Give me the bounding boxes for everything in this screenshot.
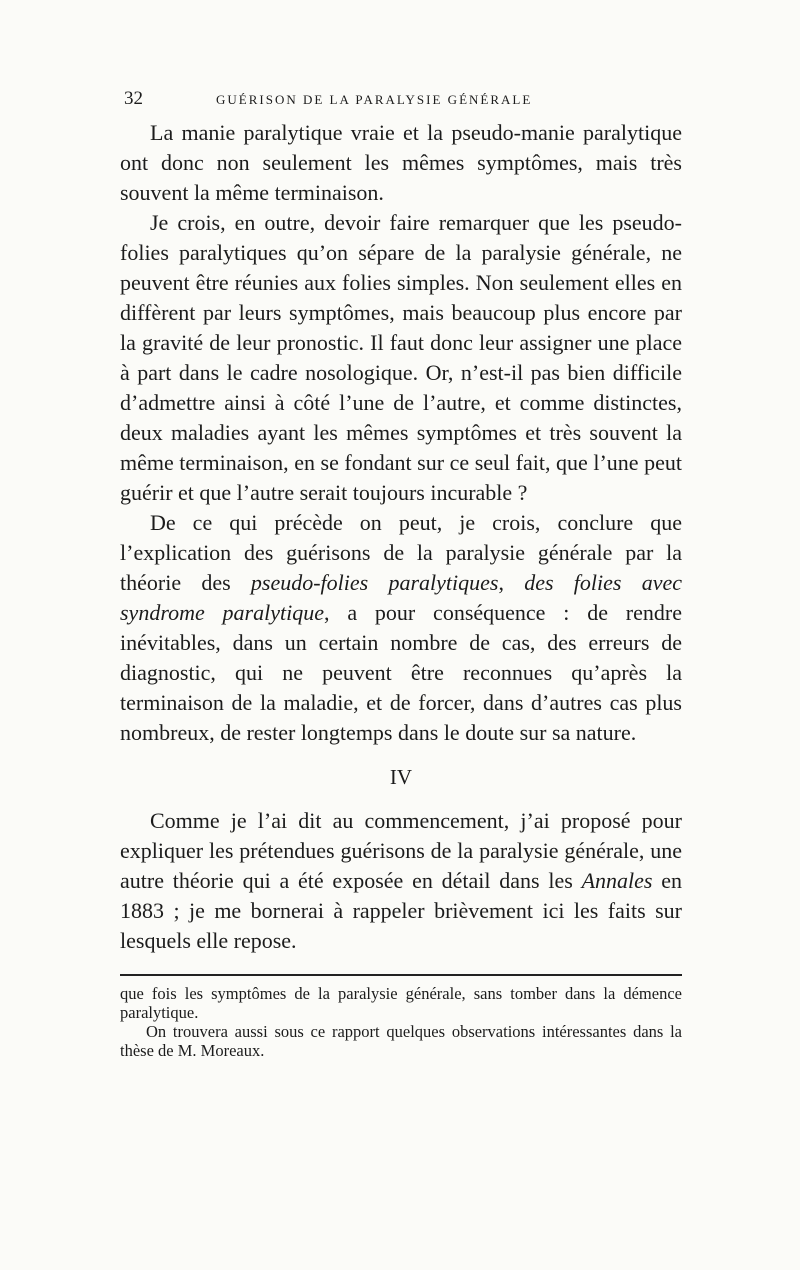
paragraph-2: Je crois, en outre, devoir faire remarquer que les pseudo-folies paralytiques qu’on sépare de la paralysie générale, ne peuvent être réunies aux folies simples. Non seulement elles en diffèrent par leurs symptômes, mais beaucoup plus encore par la gravité de leur pronostic. Il faut donc leur assigner une place à part dans le cadre nosologique. Or, n’est-il pas bien difficile d’admettre ainsi à côté l’une de l’autre, et comme distinctes, deux maladies ayant les mêmes symptômes et très souvent la même terminaison, en se fondant sur ce seul fait, que l’une peut guérir et que l’autre serait toujours incurable ? — [120, 210, 682, 505]
section-paragraph — [120, 806, 682, 956]
paragraph-3-text-a: De ce qui précède on peut, je crois, conclure que l’explication des guérisons de la paralysie générale par la théorie des — [120, 510, 682, 595]
section-paragraph-text-b: en 1883 ; je me bornerai à rappeler brièvement ici les faits sur lesquels elle repose. — [120, 868, 682, 953]
paragraph-3 — [120, 508, 682, 748]
page-number: 32 — [124, 88, 143, 109]
paragraph-3-text-c: , a pour conséquence : de rendre inévitables, dans un certain nombre de cas, des erreurs de diagnostic, qui ne peuvent être reconnues qu’après la terminaison de la maladie, et de forcer, dans d’autres cas plus nombreux, de rester longtemps dans le doute sur sa nature. — [120, 600, 682, 745]
paragraph-3-italic-a: pseudo-folies paralytiques — [250, 570, 499, 595]
paragraph-3-text-b: , — [498, 570, 525, 595]
paragraph-3-italic-b: des folies avec syndrome paralytique — [120, 570, 682, 625]
paragraph-1: La manie paralytique vraie et la pseudo-manie paralytique ont donc non seulement les mêmes symptômes, mais très souvent la même terminaison. — [120, 120, 682, 205]
section-heading: IV — [389, 765, 413, 789]
section-paragraph-italic: Annales — [581, 868, 653, 893]
footnote-rule — [120, 974, 682, 976]
running-title: GUÉRISON DE LA PARALYSIE GÉNÉRALE — [216, 92, 533, 107]
section-paragraph-text-a: Comme je l’ai dit au commencement, j’ai proposé pour expliquer les prétendues guérisons de la paralysie générale, une autre théorie qui a été exposée en détail dans les — [120, 808, 682, 893]
book-page — [120, 88, 682, 1060]
running-head — [120, 88, 682, 118]
footnote-2: On trouvera aussi sous ce rapport quelques observations intéressantes dans la thèse de M. Moreaux. — [120, 1022, 682, 1060]
footnote-continuation: que fois les symptômes de la paralysie générale, sans tomber dans la démence paralytique. — [120, 984, 682, 1022]
